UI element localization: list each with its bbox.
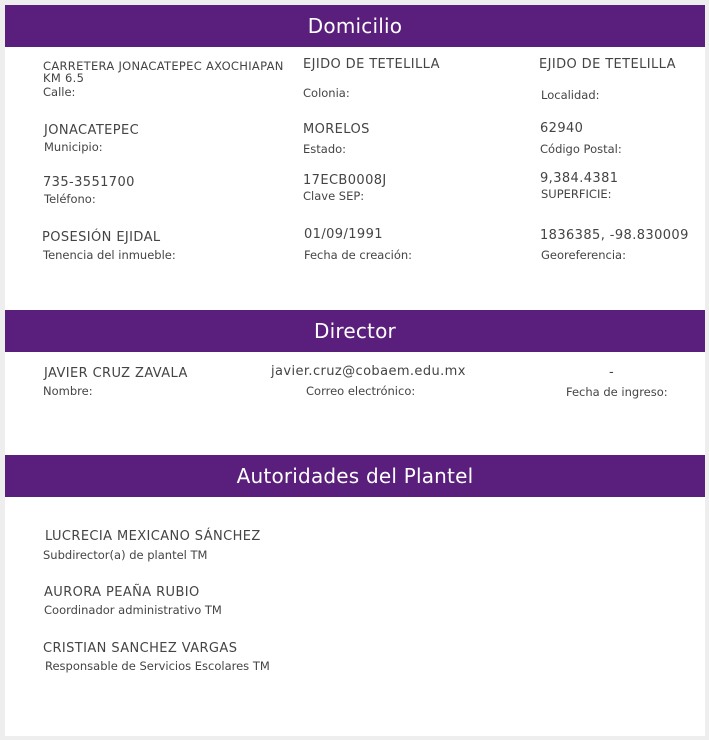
autoridades-header: Autoridades del Plantel <box>5 455 705 497</box>
georeferencia-value: 1836385, -98.830009 <box>540 228 689 243</box>
director-nombre-label: Nombre: <box>43 384 93 398</box>
tenencia-value: POSESIÓN EJIDAL <box>42 230 161 245</box>
codigo-postal-label: Código Postal: <box>540 142 622 156</box>
calle-label: Calle: <box>43 85 76 99</box>
autoridad-name: CRISTIAN SANCHEZ VARGAS <box>43 641 238 656</box>
superficie-label: SUPERFICIE: <box>541 187 612 201</box>
domicilio-header: Domicilio <box>5 5 705 47</box>
director-header: Director <box>5 310 705 352</box>
autoridad-name: AURORA PEAÑA RUBIO <box>44 585 200 600</box>
calle-value: CARRETERA JONACATEPEC AXOCHIAPAN KM 6.5 <box>43 59 284 85</box>
director-fecha-ingreso-value: - <box>609 365 615 380</box>
municipio-label: Municipio: <box>44 140 103 154</box>
superficie-value: 9,384.4381 <box>540 171 619 186</box>
autoridad-role: Coordinador administrativo TM <box>44 603 222 617</box>
estado-value: MORELOS <box>303 122 370 137</box>
autoridad-role: Subdirector(a) de plantel TM <box>43 548 208 562</box>
autoridad-name: LUCRECIA MEXICANO SÁNCHEZ <box>45 529 261 544</box>
clave-sep-value: 17ECB0008J <box>303 173 387 188</box>
school-info-panel <box>5 5 705 736</box>
estado-label: Estado: <box>303 142 347 156</box>
georeferencia-label: Georeferencia: <box>541 248 626 262</box>
localidad-label: Localidad: <box>541 88 600 102</box>
telefono-value: 735-3551700 <box>43 175 135 190</box>
tenencia-label: Tenencia del inmueble: <box>43 248 176 262</box>
autoridad-role: Responsable de Servicios Escolares TM <box>45 659 270 673</box>
director-correo-value[interactable]: javier.cruz@cobaem.edu.mx <box>271 364 466 379</box>
telefono-label: Teléfono: <box>44 192 96 206</box>
director-fecha-ingreso-label: Fecha de ingreso: <box>566 385 668 399</box>
fecha-creacion-label: Fecha de creación: <box>304 248 413 262</box>
codigo-postal-value: 62940 <box>540 121 584 136</box>
director-nombre-value: JAVIER CRUZ ZAVALA <box>44 366 188 381</box>
colonia-label: Colonia: <box>303 86 350 100</box>
municipio-value: JONACATEPEC <box>44 123 140 138</box>
director-correo-label: Correo electrónico: <box>306 384 416 398</box>
localidad-value: EJIDO DE TETELILLA <box>539 57 676 72</box>
fecha-creacion-value: 01/09/1991 <box>304 227 383 242</box>
clave-sep-label: Clave SEP: <box>303 189 365 203</box>
colonia-value: EJIDO DE TETELILLA <box>303 57 440 72</box>
